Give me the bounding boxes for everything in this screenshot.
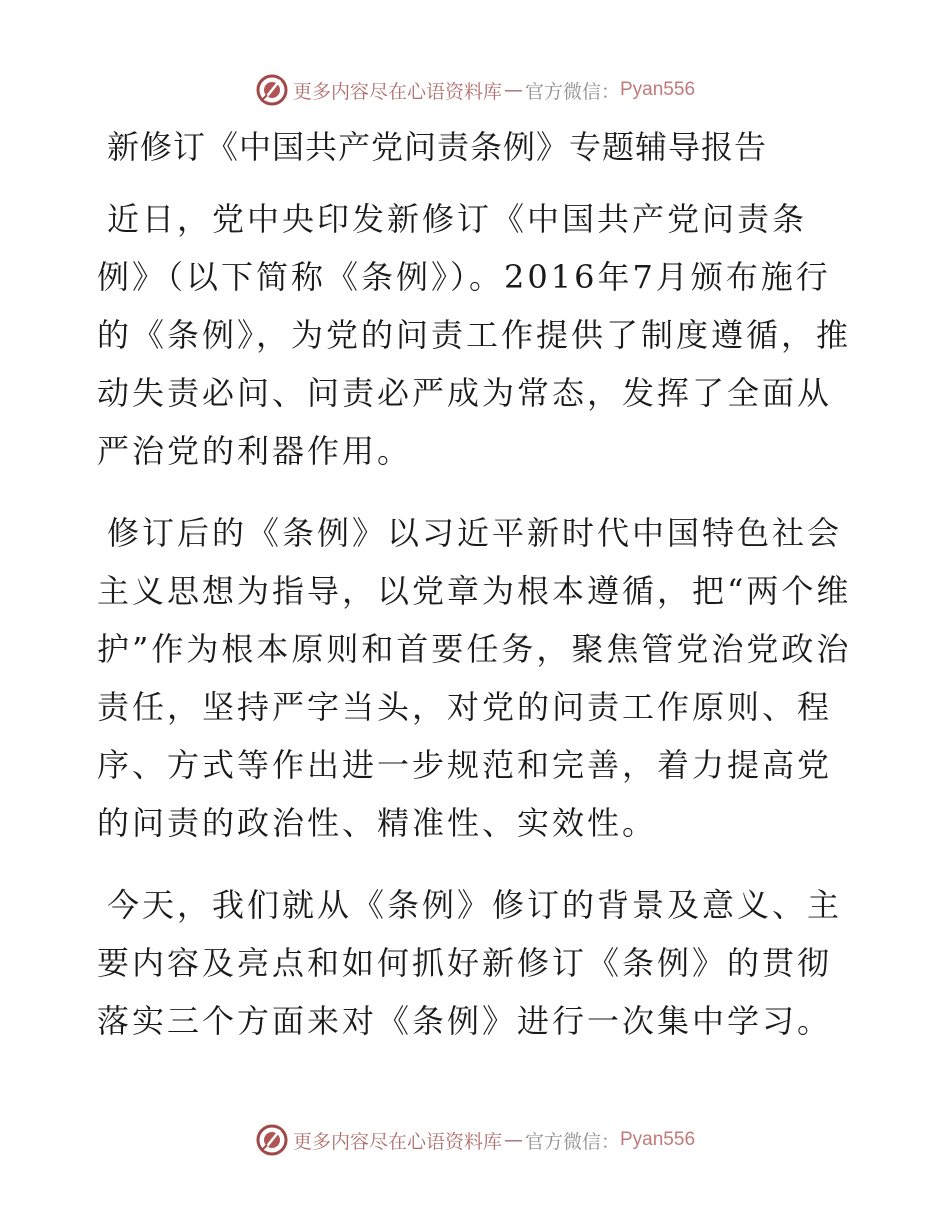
paragraph-intro: 近日，党中央印发新修订《中国共产党问责条例》（以下简称《条例》）。2016年7月颁布施行的《条例》，为党的问责工作提供了制度遵循，推动失责必问、问责必严成为常态，发挥了全面从严治党的利器作用。 [97, 200, 852, 470]
document-body [97, 118, 857, 1050]
watermark-official-label: 官方微信： [524, 1130, 620, 1153]
seal-logo-icon [255, 1123, 289, 1157]
seal-logo-icon [255, 73, 289, 107]
header-watermark [0, 70, 950, 110]
watermark-dash: — [503, 1129, 523, 1151]
watermark-official-label: 官方微信： [524, 80, 620, 103]
paragraph-revision: 修订后的《条例》以习近平新时代中国特色社会主义思想为指导，以党章为根本遵循，把“两个维护”作为根本原则和首要任务，聚焦管党治党政治责任，坚持严字当头，对党的问责工作原则、程序、方式等作出进一步规范和完善，着力提高党的问责的政治性、精准性、实效性。 [97, 514, 852, 842]
watermark-dash: — [503, 79, 523, 101]
document-title: 新修订《中国共产党问责条例》专题辅导报告 [107, 128, 768, 166]
paragraph-outline: 今天，我们就从《条例》修订的背景及意义、主要内容及亮点和如何抓好新修订《条例》的贯彻落实三个方面来对《条例》进行一次集中学习。 [97, 886, 843, 1040]
watermark-account-id: Pyan556 [620, 79, 696, 100]
watermark-site-text: 更多内容尽在心语资料库 [292, 1130, 502, 1153]
footer-watermark [0, 1120, 950, 1160]
watermark-account-id: Pyan556 [620, 1129, 696, 1150]
watermark-site-text: 更多内容尽在心语资料库 [292, 80, 502, 103]
